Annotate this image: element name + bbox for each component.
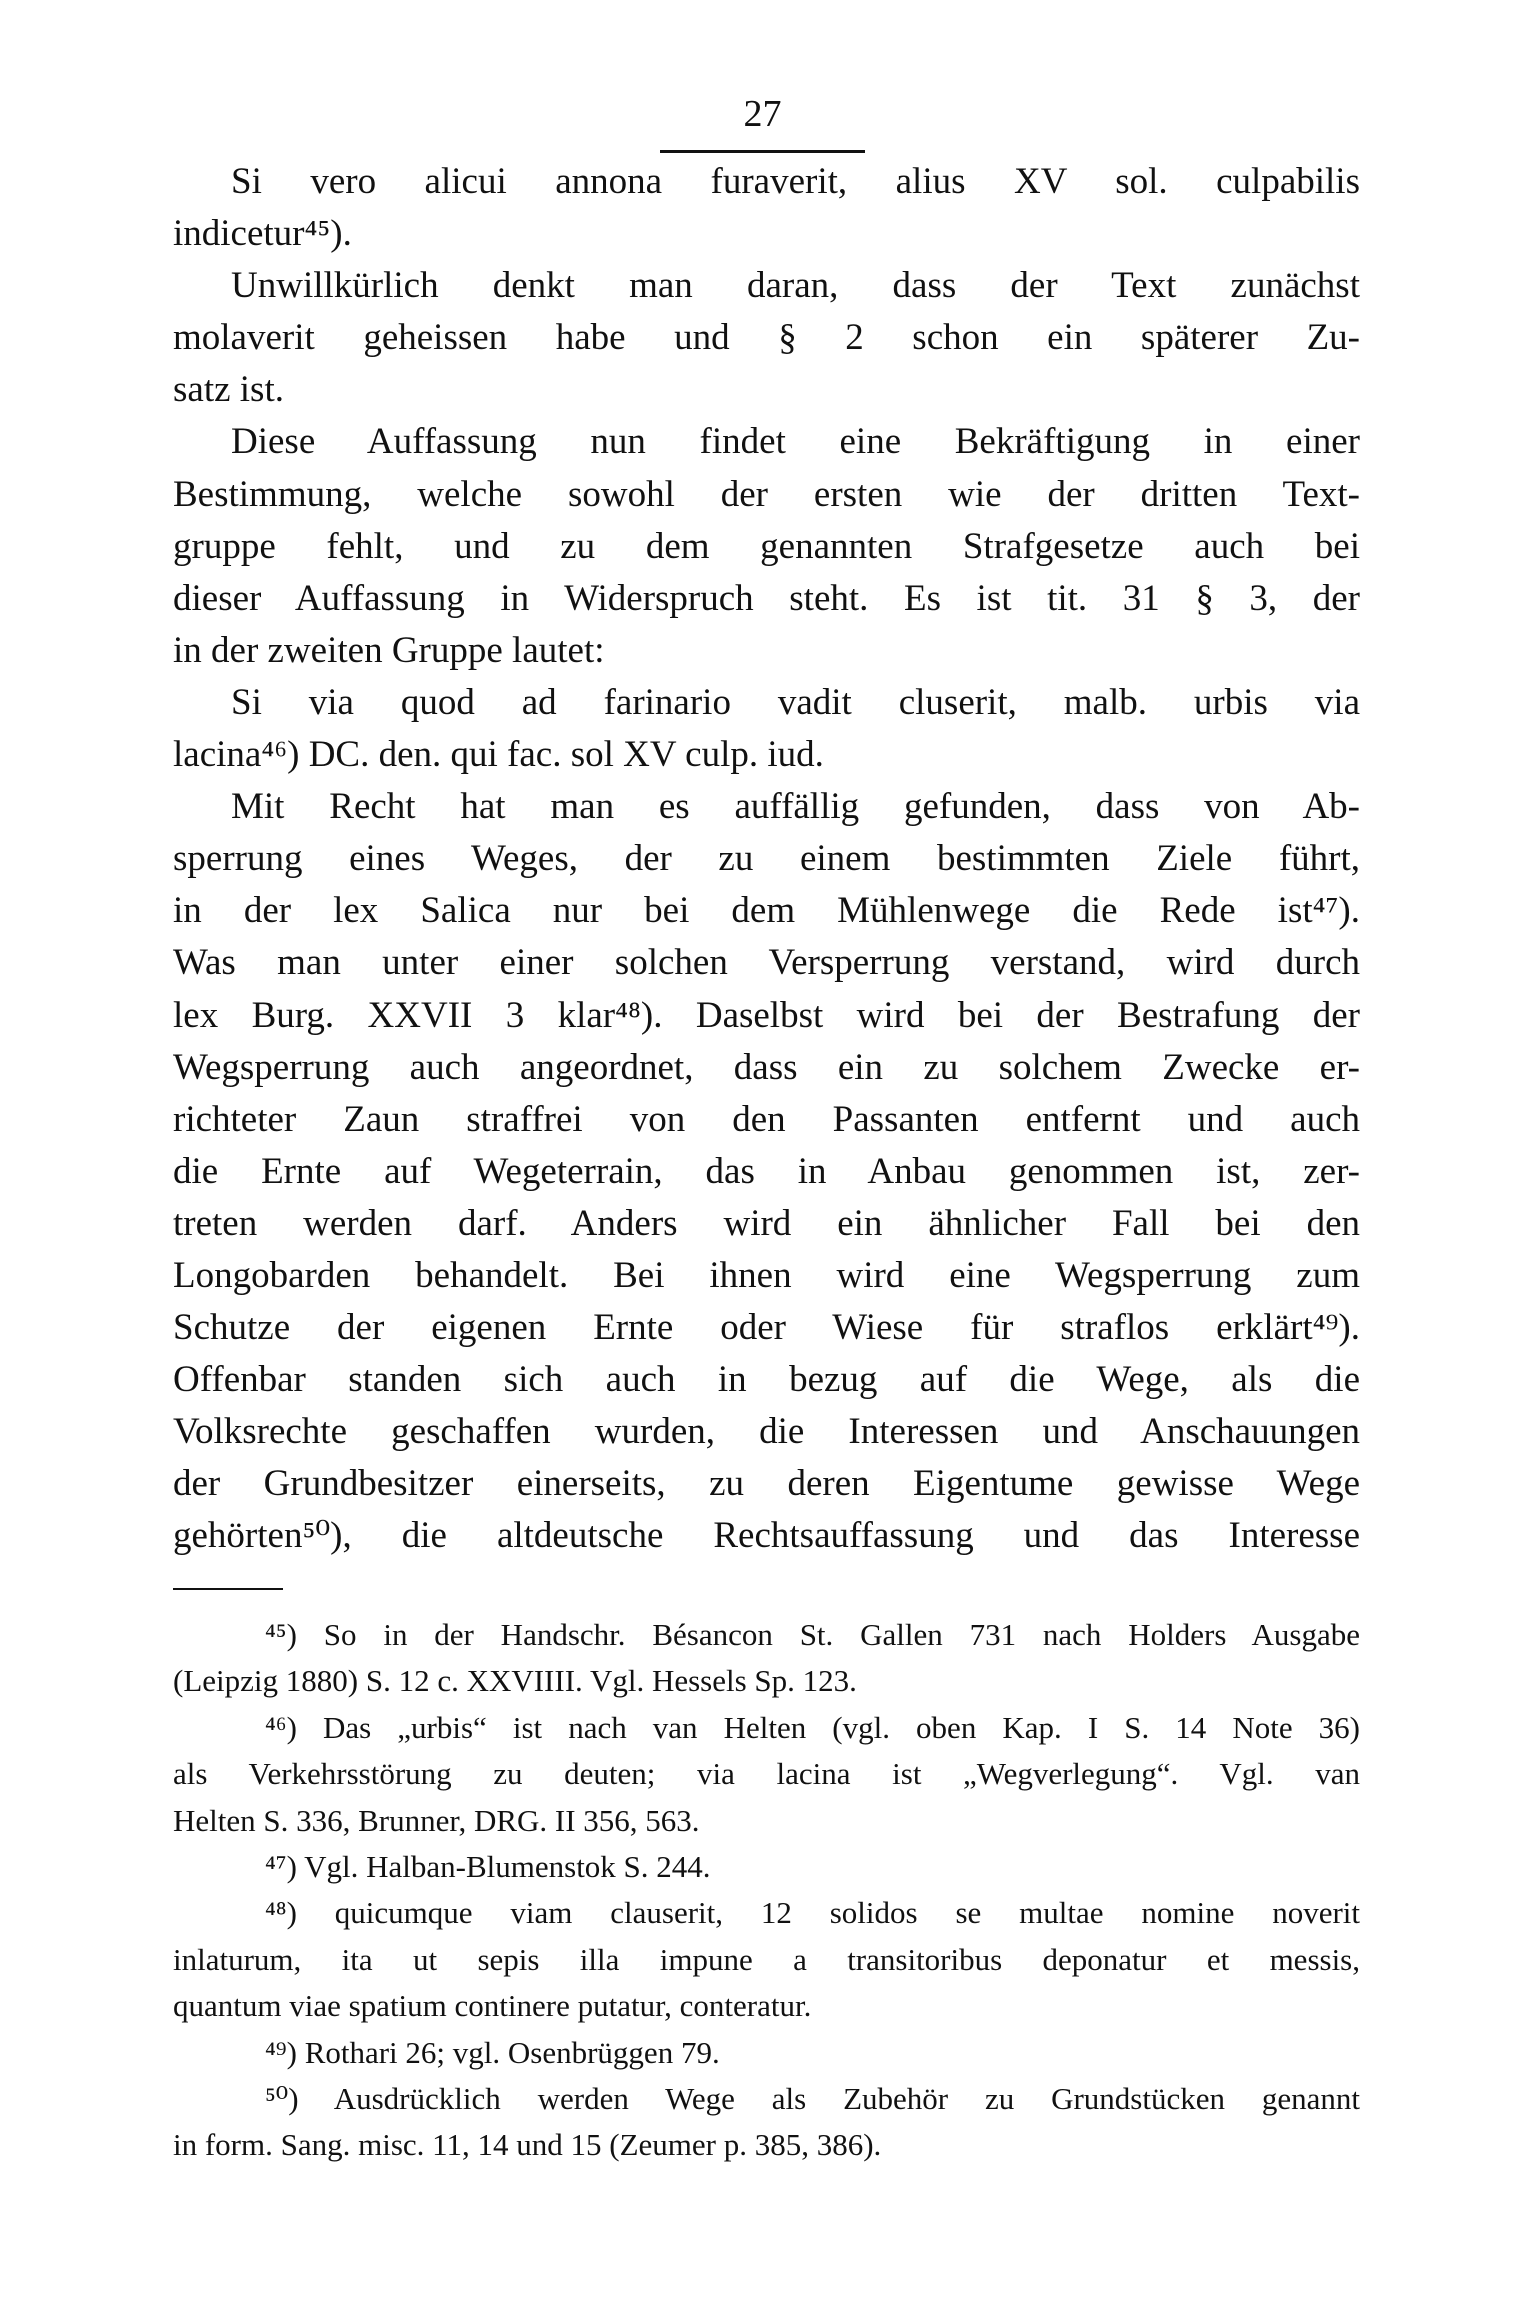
text-line: Schutze der eigenen Ernte oder Wiese für straflos erklärt⁴⁹). [173, 1307, 1360, 1349]
text-line: Longobarden behandelt. Bei ihnen wird eine Wegsperrung zum [173, 1254, 1360, 1296]
text-line: treten werden darf. Anders wird ein ähnlicher Fall bei den [173, 1202, 1360, 1244]
text-line: Offenbar standen sich auch in bezug auf die Wege, als die [173, 1359, 1360, 1401]
text-line: Unwillkürlich denkt man daran, dass der Text zunächst [231, 265, 1360, 307]
body-text [173, 156, 1360, 1563]
text-line: dieser Auffassung in Widerspruch steht. Es ist tit. 31 § 3, der [173, 577, 1360, 619]
footnote-line: inlaturum, ita ut sepis illa impune a transitoribus deponatur et messis, [173, 1941, 1360, 1977]
footnote-line: ⁴⁸) quicumque viam clauserit, 12 solidos se multae nomine noverit [265, 1895, 1360, 1931]
text-line: sperrung eines Weges, der zu einem bestimmten Ziele führt, [173, 838, 1360, 880]
text-line: Mit Recht hat man es auffällig gefunden, dass von Ab- [231, 786, 1360, 828]
text-line: Wegsperrung auch angeordnet, dass ein zu solchem Zwecke er- [173, 1046, 1360, 1088]
text-line: Diese Auffassung nun findet eine Bekräftigung in einer [231, 421, 1360, 463]
footnote-line: Helten S. 336, Brunner, DRG. II 356, 563. [173, 1802, 700, 1838]
text-line: Si via quod ad farinario vadit cluserit, malb. urbis via [231, 681, 1360, 723]
footnotes [173, 1612, 1360, 2169]
footnote-line: ⁴⁶) Das „urbis“ ist nach van Helten (vgl. oben Kap. I S. 14 Note 36) [265, 1709, 1360, 1745]
text-line: lacina⁴⁶) DC. den. qui fac. sol XV culp. iud. [173, 734, 824, 776]
footnote-line: als Verkehrsstörung zu deuten; via lacina ist „Wegverlegung“. Vgl. van [173, 1756, 1360, 1792]
text-line: Volksrechte geschaffen wurden, die Interessen und Anschauungen [173, 1411, 1360, 1453]
text-line: Si vero alicui annona furaverit, alius XV sol. culpabilis [231, 161, 1360, 202]
text-line: satz ist. [173, 369, 284, 411]
footnote-line: quantum viae spatium continere putatur, conteratur. [173, 1988, 812, 2024]
page-number-rule [660, 150, 865, 153]
text-line: der Grundbesitzer einerseits, zu deren Eigentume gewisse Wege [173, 1463, 1360, 1505]
page-number: 27 [743, 93, 782, 135]
text-line: gruppe fehlt, und zu dem genannten Strafgesetze auch bei [173, 525, 1360, 567]
footnote-line: ⁴⁹) Rothari 26; vgl. Osenbrüggen 79. [265, 2034, 720, 2070]
text-line: indicetur⁴⁵). [173, 213, 352, 255]
text-line: richteter Zaun straffrei von den Passanten entfernt und auch [173, 1098, 1360, 1140]
footnote-line: in form. Sang. misc. 11, 14 und 15 (Zeumer p. 385, 386). [173, 2127, 882, 2163]
text-line: Was man unter einer solchen Versperrung verstand, wird durch [173, 942, 1360, 984]
footnote-line: ⁴⁷) Vgl. Halban-Blumenstok S. 244. [265, 1848, 711, 1884]
text-line: Bestimmung, welche sowohl der ersten wie der dritten Text- [173, 473, 1360, 515]
text-line: in der lex Salica nur bei dem Mühlenwege die Rede ist⁴⁷). [173, 890, 1360, 932]
footnote-separator [173, 1588, 283, 1590]
text-line: lex Burg. XXVII 3 klar⁴⁸). Daselbst wird bei der Bestrafung der [173, 994, 1360, 1036]
footnote-line: ⁴⁵) So in der Handschr. Bésancon St. Gallen 731 nach Holders Ausgabe [265, 1617, 1360, 1652]
text-line: die Ernte auf Wegeterrain, das in Anbau genommen ist, zer- [173, 1150, 1360, 1192]
text-line: in der zweiten Gruppe lautet: [173, 629, 605, 671]
footnote-line: ⁵⁰) Ausdrücklich werden Wege als Zubehör zu Grundstücken genannt [265, 2080, 1360, 2116]
footnote-line: (Leipzig 1880) S. 12 c. XXVIIII. Vgl. Hessels Sp. 123. [173, 1663, 857, 1699]
text-line: molaverit geheissen habe und § 2 schon ein späterer Zu- [173, 317, 1360, 359]
text-line: gehörten⁵⁰), die altdeutsche Rechtsauffassung und das Interesse [173, 1515, 1360, 1557]
